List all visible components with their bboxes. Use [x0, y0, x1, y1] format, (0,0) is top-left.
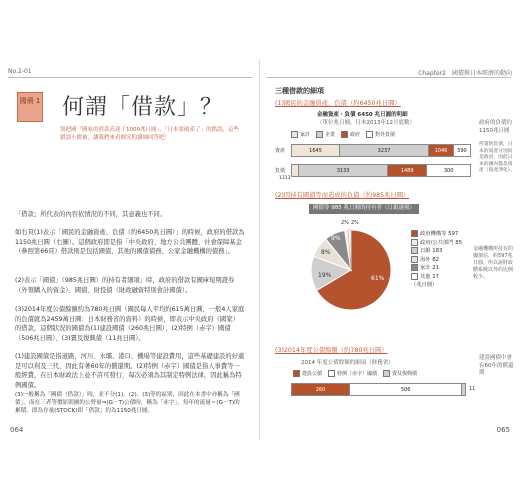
bar-segment: 590 — [454, 145, 470, 156]
header-rule — [8, 77, 252, 78]
s3-title: (3)2014年度公債餘額（約780兆日圓） — [275, 347, 388, 354]
paragraph-2: 如右頁(1)表示「國民的金融資產、負債（約6450兆日圓）」的時候，政府的借款為1150兆日圓（右圖）。這個政府即是指「中央政府、地方公共團體、社會保障基金（參照第66頁）借款則是包括國債、其他的國債債務、公家金融機構的債務」。 — [15, 229, 245, 256]
section-title: 三種借款的細項 — [275, 87, 324, 95]
legend-item: 企業 — [316, 131, 335, 138]
legend-item: 政府機構等 597 — [411, 230, 462, 239]
s1-title: (1)國民的金融資產、負債（約6450兆日圓） — [275, 100, 401, 107]
s1-note: 政府的負債約1150兆日圓 — [479, 120, 513, 134]
bar-segment — [462, 384, 465, 395]
s2-pie-chart — [301, 220, 401, 320]
s1-liabilities-bar — [291, 164, 471, 177]
right-page-header: Chapter2 國債與日本經濟的動向 — [418, 70, 512, 77]
unit-label: （兆日圓） — [411, 281, 438, 288]
left-page — [0, 60, 260, 440]
s3-legend — [293, 370, 417, 377]
page-number-right: 065 — [496, 426, 510, 434]
s3-third-value: 11 — [469, 386, 476, 392]
s1-legend-sub: （單位兆日圓，日本2013年12月底數） — [317, 120, 415, 126]
s1-assets-bar — [291, 144, 471, 157]
bar-segment: 260 — [292, 384, 350, 395]
s3-legend-title: 2014 年度公債餘額的細項（財務省） — [301, 360, 394, 366]
paragraph-4: (3)2014年度公債餘額約為780兆日圓（國民每人平均約615萬日圓，一般4人家庭的負債就為2459萬日圓：日本財務省的資料）的時候，即表示中央政府（國家）的借款，這個狀況的國債為(1)建設國債（260兆日圓）、(2)特例（赤字）國債（506兆日圓）、(3)賣及復興債（11兆日圓）。 — [15, 306, 245, 342]
legend-item: 政府 — [341, 131, 360, 138]
header-rule — [267, 77, 511, 78]
bar-segment — [292, 165, 299, 176]
s2-title: (2)因持有國債等而造成的負債（約985兆日圓） — [275, 192, 410, 199]
right-page — [261, 60, 520, 440]
bar-segment: 3133 — [299, 165, 388, 176]
bar-segment: 300 — [427, 165, 470, 176]
legend-item: 日銀 183 — [411, 247, 462, 256]
s3-note: 建設國債中會有60年的償還期 — [479, 355, 514, 376]
paragraph-5: (1)建設國債是指道路、河川、水壩、港口、機場等建設費用，這些基礎建設的好處是可以利及三代，因此有著60年的償還期。(2)特例（赤字）國債是指人事費等一般經費，在日本財政法上並不許可發行，每次必須為其制定特例法律，因此稱為特例國債。 — [15, 353, 245, 389]
bar-segment: 1046 — [429, 145, 454, 156]
legend-item: 家計 — [291, 131, 310, 138]
s1-legend-title: 金融資產・負債 6450 兆日圓的明細 — [317, 112, 408, 118]
s2-legend-title: 國債等 985 兆日圓的持有者（日銀速報） — [309, 204, 419, 214]
pie-label: 19% — [318, 272, 332, 279]
s1-row2-label: 負債 — [275, 168, 286, 174]
s3-debt-bar — [291, 383, 466, 396]
legend-item: 賣及復興債 — [383, 370, 417, 377]
pie-label: 9% — [331, 235, 341, 242]
s1-note-2: 所謂的負債，日本的資產分別而是政府，因此日本的國內都是資產（資產淨化）。 — [479, 142, 515, 173]
pie-label: 61% — [371, 275, 385, 282]
s1-row2-household-value: 1313 — [279, 176, 291, 181]
paragraph-6: (3)一般稱為「國債（借款）」時，並不分(1)、(2)、(3)等的區別，因此在本書中亦稱為「國債」。而在三者等價原則圖的公營量⇒(G－T)公債時，稱為「赤字」，每年的流量＝(G－T)的累積，即為存量(STOCK)即「借款」約為1150兆日圓。 — [15, 392, 240, 414]
section-badge: 國債 1 — [17, 92, 43, 122]
left-page-header: No.2-01 — [8, 68, 32, 75]
book-spread — [0, 60, 520, 440]
page-title: 何謂「借款」？ — [62, 95, 224, 120]
bar-segment: 3237 — [340, 145, 429, 156]
page-subtitle: 別把國「國家的借款高達了1000兆日圓」、「日本要破產了」的錯誤，這些錯誤小都被，讓我們來看個究的講師回答吧！ — [60, 127, 239, 141]
legend-item: 政府/公共部門 85 — [411, 239, 462, 248]
bar-segment: 1489 — [388, 165, 427, 176]
s2-legend — [411, 230, 462, 289]
paragraph-1: 「借款」所代表的內容依情況的不同，其意義也不同。 — [15, 211, 167, 218]
bar-segment: 506 — [350, 384, 462, 395]
s1-legend — [291, 131, 395, 138]
bar-segment: 1645 — [292, 145, 340, 156]
legend-item: 特例（赤字）國債 — [328, 370, 377, 377]
page-number-left: 064 — [10, 426, 24, 434]
paragraph-3: (2)表示「國債」（985兆日圓）的持有者細項」時，政府的借款有國庫短期證券（外領購入的資金）、國債、財投債（財政融資特別會計國債）。 — [15, 277, 235, 294]
legend-item: 建設公債 — [293, 370, 322, 377]
s2-note: 金融機構所持有的國債佔，約597兆日圓，所以說財政體系吸以外的比例較少。 — [473, 246, 514, 280]
s1-row1-label: 資產 — [275, 148, 286, 154]
legend-item: 海外 82 — [411, 256, 462, 265]
pie-label: 2% — [341, 220, 349, 226]
pie-label: 8% — [321, 249, 331, 256]
legend-item: 家計 21 — [411, 264, 462, 273]
legend-item: 其他 17 — [411, 273, 462, 282]
pie-label: 2% — [351, 220, 359, 226]
legend-item: 對外負債 — [366, 131, 395, 138]
